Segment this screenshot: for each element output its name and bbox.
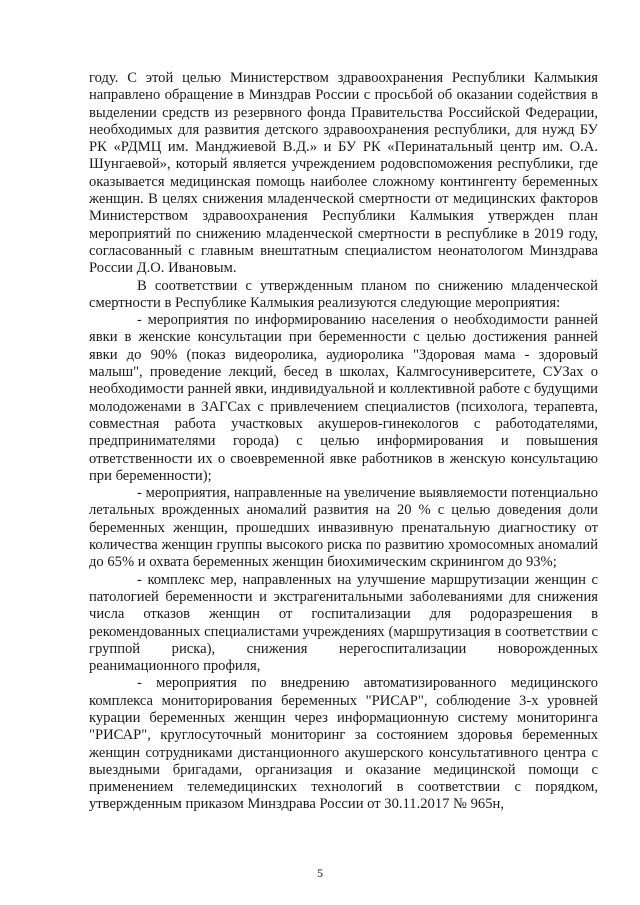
paragraph-3: - мероприятия по информированию населения о необходимости ранней явки в женские консультации при беременности с целью достижения ранней явки до 90% (показ видеоролика, аудиоролика "Здоровая мама - здоровый малыш", проведение лекций, бесед в школах, Калмгосуниверситете, СУЗах о необходимости ранней явки, индивидуальной и коллективной работе с будущими молодоженами в ЗАГСах с привлечением специалистов (психолога, терапевта, совместная работа участковых акушеров-гинекологов с работодателями, предпринимателями города) с целью информирования и повышения ответственности их о своевременной явке работников в женскую консультацию при беременности); (89, 312, 598, 484)
paragraph-6: - мероприятия по внедрению автоматизированного медицинского комплекса мониторирования беременных "РИСАР", соблюдение 3-х уровней курации беременных женщин через информационную систему мониторинга "РИСАР", круглосуточный мониторинг за состоянием здоровья беременных женщин сотрудниками дистанционного акушерского консультативного центра с выездными бригадами, организация и оказание медицинской помощи с применением телемедицинских технологий в соответствии с порядком, утвержденным приказом Минздрава России от 30.11.2017 № 965н, (89, 675, 598, 813)
paragraph-5: - комплекс мер, направленных на улучшение маршрутизации женщин с патологией беременности и экстрагенитальными заболеваниями для снижения числа отказов женщин от госпитализации для родоразрешения в рекомендованных специалистами учреждениях (маршрутизация в соответствии с группой риска), снижения нерегоспитализации новорожденных реанимационного профиля, (89, 571, 598, 675)
page-number: 5 (317, 866, 323, 880)
body-text (89, 70, 598, 814)
paragraph-1: году. С этой целью Министерством здравоохранения Республики Калмыкия направлено обращение в Минздрав России с просьбой об оказании содействия в выделении средств из резервного фонда Правительства Российской Федерации, необходимых для развития детского здравоохранения республики, для нужд БУ РК «РДМЦ им. Манджиевой В.Д.» и БУ РК «Перинатальный центр им. О.А. Шунгаевой», который является учреждением родовспоможения республики, где оказывается медицинская помощь наиболее сложному контингенту беременных женщин. В целях снижения младенческой смертности от медицинских факторов Министерством здравоохранения Республики Калмыкия утвержден план мероприятий по снижению младенческой смертности в республике в 2019 году, согласованный с главным внештатным специалистом неонатологом Минздрава России Д.О. Ивановым. (89, 70, 598, 277)
paragraph-2: В соответствии с утвержденным планом по снижению младенческой смертности в Республике Калмыкия реализуются следующие мероприятия: (89, 277, 598, 311)
paragraph-4: - мероприятия, направленные на увеличение выявляемости потенциально летальных врожденных аномалий развития на 20 % с целью доведения доли беременных женщин, прошедших инвазивную пренатальную диагностику от количества женщин группы высокого риска по развитию хромосомных аномалий до 65% и охвата беременных женщин биохимическим скринингом до 93%; (89, 485, 598, 571)
